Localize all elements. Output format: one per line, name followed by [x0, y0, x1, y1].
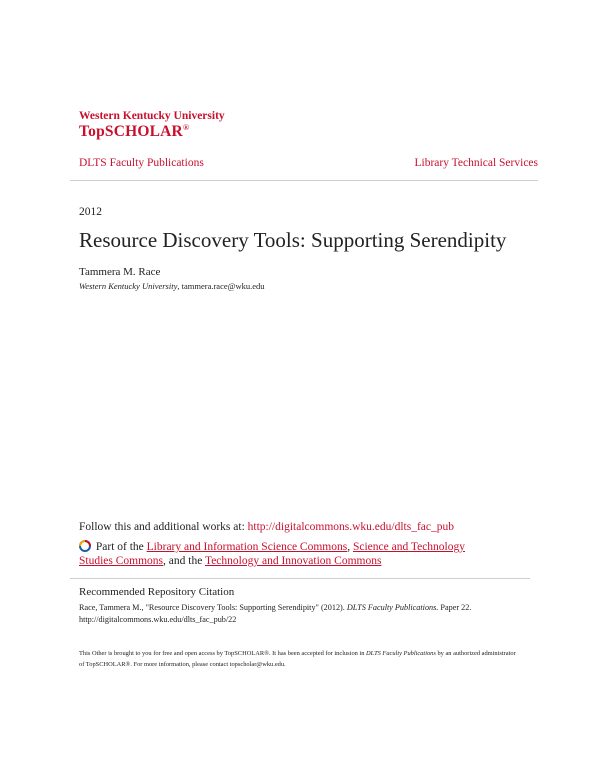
repository-logo: [79, 123, 189, 141]
citation-heading: Recommended Repository Citation: [79, 586, 235, 598]
citation-text-before: Race, Tammera M., "Resource Discovery Tools: Supporting Serendipity" (2012).: [79, 603, 345, 612]
part-of-prefix: Part of the: [95, 541, 144, 553]
repository-name: TopSCHOLAR: [79, 123, 183, 141]
collection-url-link[interactable]: http://digitalcommons.wku.edu/dlts_fac_pub: [247, 521, 454, 533]
science-technology-studies-commons-link[interactable]: Science and Technology Studies Commons: [79, 541, 465, 567]
author-email: tammera.race@wku.edu: [181, 281, 265, 291]
notice-part-1: This Other is brought to you for free and open access by TopSCHOLAR®. It has been accepted for inclusion in: [79, 650, 365, 657]
part-of-commons: [79, 540, 499, 568]
library-technical-services-link[interactable]: Library Technical Services: [414, 157, 538, 169]
collection-nav: [70, 150, 538, 181]
affiliation-institution: Western Kentucky University: [79, 281, 178, 291]
citation-series: DLTS Faculty Publications.: [346, 603, 439, 612]
publication-year: 2012: [79, 206, 102, 218]
part-of-separator-1: ,: [347, 541, 351, 553]
author-affiliation: [79, 281, 264, 291]
technology-innovation-commons-link[interactable]: Technology and Innovation Commons: [204, 555, 382, 567]
citation-url: http://digitalcommons.wku.edu/dlts_fac_pub/22: [79, 615, 237, 624]
follow-line: [79, 521, 454, 533]
citation-text-after: Paper 22.: [440, 603, 472, 612]
library-information-science-commons-link[interactable]: Library and Information Science Commons: [146, 541, 348, 553]
affiliation-comma: ,: [177, 281, 182, 291]
bepress-network-icon: [79, 540, 91, 552]
document-title: Resource Discovery Tools: Supporting Serendipity: [79, 228, 507, 252]
follow-label: Follow this and additional works at:: [79, 521, 245, 533]
dlts-faculty-publications-link[interactable]: DLTS Faculty Publications: [79, 157, 204, 169]
notice-part-2: by an authorized administrator of TopSCHOLAR®. For more information, please contact topscholar@wku.edu.: [79, 650, 516, 668]
notice-series: DLTS Faculty Publications: [366, 650, 436, 657]
citation-text: [79, 602, 519, 626]
part-of-separator-2: , and the: [163, 555, 203, 567]
author-name: Tammera M. Race: [79, 266, 161, 278]
citation-divider: [70, 578, 530, 579]
access-notice: [79, 648, 519, 670]
trademark-symbol: ®: [182, 123, 190, 132]
university-name: Western Kentucky University: [79, 110, 225, 122]
